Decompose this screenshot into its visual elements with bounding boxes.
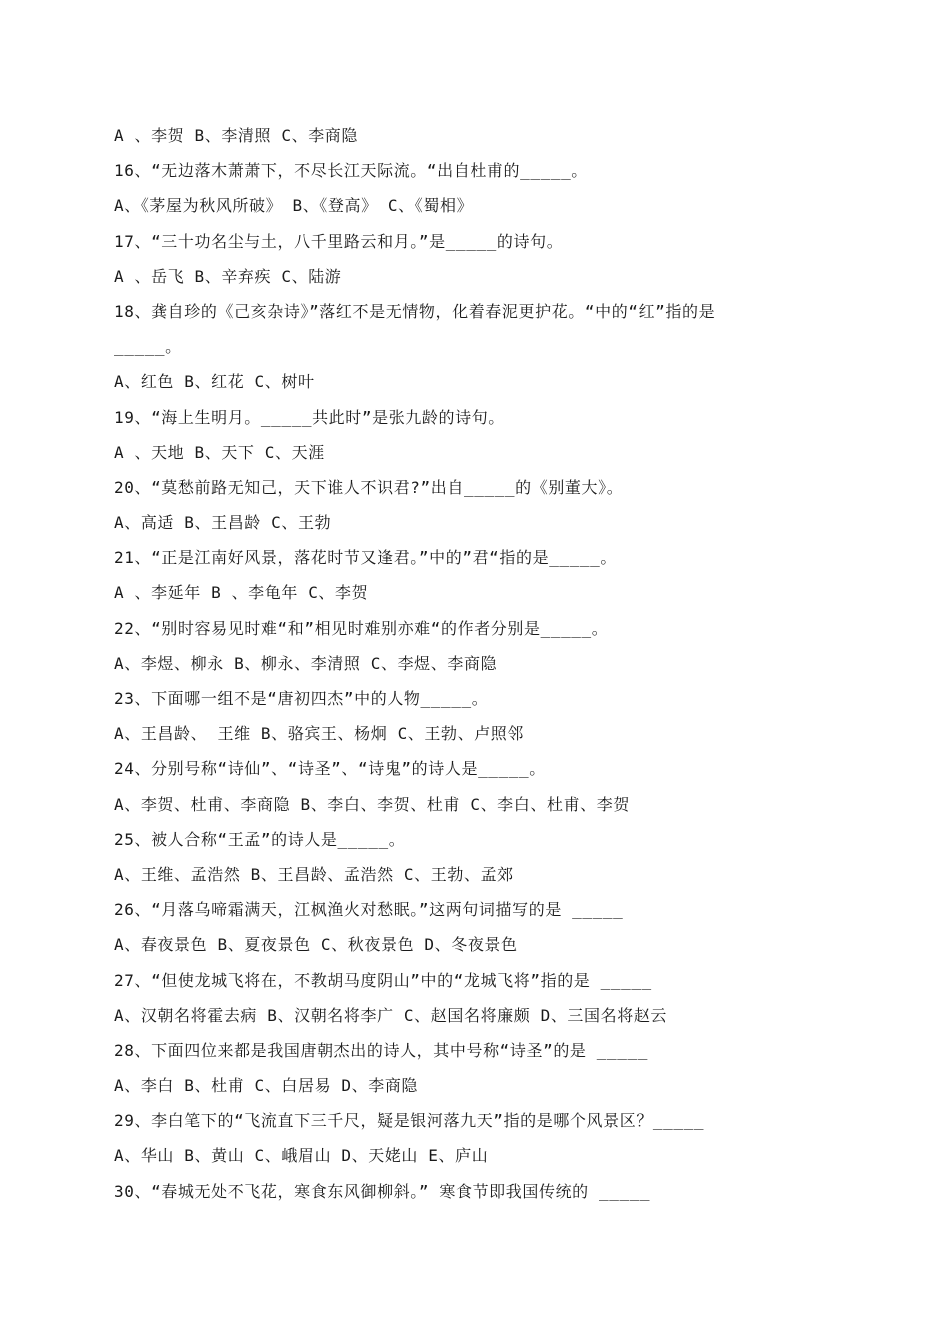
answer-options-24: A、李贺、杜甫、李商隐 B、李白、李贺、杜甫 C、李白、杜甫、李贺: [114, 794, 630, 814]
question-27: 27、“但使龙城飞将在，不教胡马度阴山”中的“龙城飞将”指的是 _____: [114, 970, 652, 990]
answer-options-28: A、李白 B、杜甫 C、白居易 D、李商隐: [114, 1076, 419, 1096]
answer-options-23: A、王昌龄、 王维 B、骆宾王、杨炯 C、王勃、卢照邻: [114, 724, 524, 744]
answer-options-27: A、汉朝名将霍去病 B、汉朝名将李广 C、赵国名将廉颇 D、三国名将赵云: [114, 1005, 668, 1025]
answer-options-25: A、王维、孟浩然 B、王昌龄、孟浩然 C、王勃、孟郊: [114, 864, 514, 884]
question-19: 19、“海上生明月。_____共此时”是张九龄的诗句。: [114, 407, 505, 427]
answer-options-18: A、红色 B、红花 C、树叶: [114, 372, 315, 392]
answer-options-15: A 、李贺 B、李清照 C、李商隐: [114, 126, 358, 145]
question-24: 24、分别号称“诗仙”、“诗圣”、“诗鬼”的诗人是_____。: [114, 759, 546, 779]
answer-options-29: A、华山 B、黄山 C、峨眉山 D、天姥山 E、庐山: [114, 1146, 489, 1166]
question-28: 28、下面四位来都是我国唐朝杰出的诗人，其中号称“诗圣”的是 _____: [114, 1040, 648, 1060]
question-26: 26、“月落乌啼霜满天，江枫渔火对愁眠。”这两句词描写的是 _____: [114, 900, 624, 920]
answer-options-22: A、李煜、柳永 B、柳永、李清照 C、李煜、李商隐: [114, 653, 498, 673]
question-23: 23、下面哪一组不是“唐初四杰”中的人物_____。: [114, 689, 489, 708]
question-29: 29、李白笔下的“飞流直下三千尺，疑是银河落九天”指的是哪个风景区？_____: [114, 1111, 705, 1131]
answer-options-19: A 、天地 B、天下 C、天涯: [114, 442, 325, 462]
question-18-continued: _____。: [114, 337, 182, 357]
question-18: 18、龚自珍的《己亥杂诗》”落红不是无情物，化着春泥更护花。“中的“红”指的是: [114, 301, 716, 321]
answer-options-20: A、高适 B、王昌龄 C、王勃: [114, 513, 332, 533]
answer-options-16: A、《茅屋为秋风所破》 B、《登高》 C、《蜀相》: [114, 196, 474, 216]
question-22: 22、“别时容易见时难“和”相见时难别亦难“的作者分别是_____。: [114, 618, 609, 638]
question-25: 25、被人合称“王孟”的诗人是_____。: [114, 829, 406, 849]
question-20: 20、“莫愁前路无知己，天下谁人不识君?”出自_____的《别董大》。: [114, 477, 624, 497]
quiz-text: [114, 118, 854, 1209]
question-30: 30、“春城无处不飞花，寒食东风御柳斜。” 寒食节即我国传统的 _____: [114, 1181, 651, 1201]
answer-options-26: A、春夜景色 B、夏夜景色 C、秋夜景色 D、冬夜景色: [114, 935, 518, 955]
question-16: 16、“无边落木萧萧下，不尽长江天际流。“出自杜甫的_____。: [114, 161, 588, 181]
question-17: 17、“三十功名尘与土，八千里路云和月。”是_____的诗句。: [114, 231, 564, 251]
answer-options-21: A 、李延年 B 、李龟年 C、李贺: [114, 583, 369, 603]
answer-options-17: A 、岳飞 B、辛弃疾 C、陆游: [114, 266, 342, 286]
question-21: 21、“正是江南好风景，落花时节又逢君。”中的”君“指的是_____。: [114, 548, 617, 568]
